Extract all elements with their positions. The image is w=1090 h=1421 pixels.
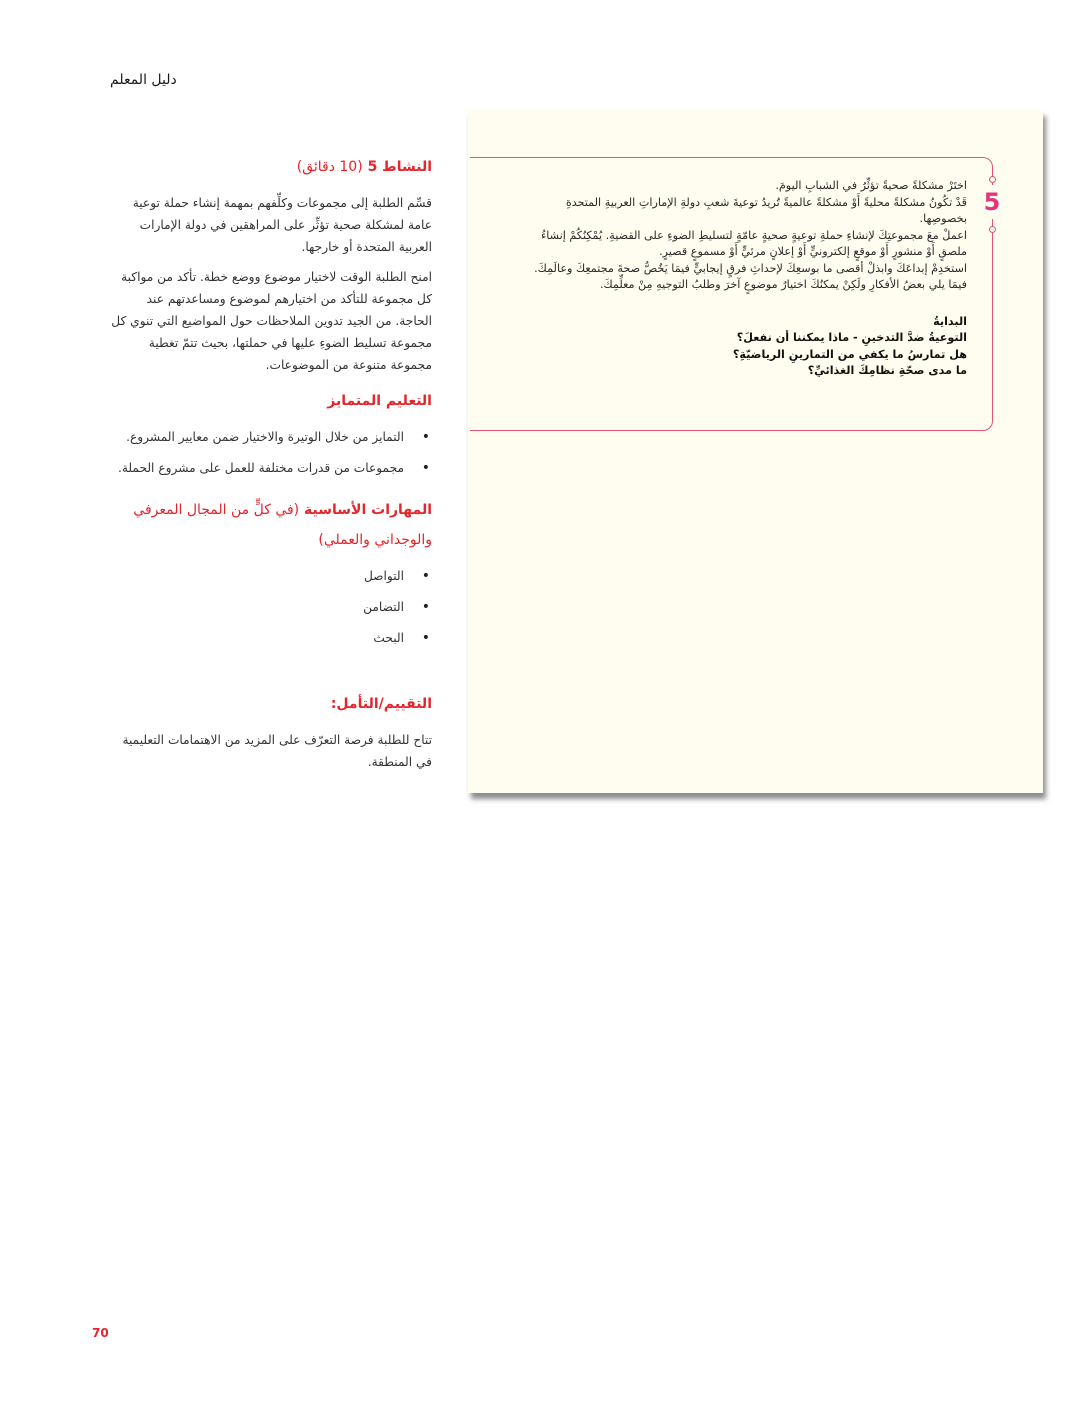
skills-list bbox=[108, 565, 432, 649]
box-line: اعملْ معَ مجموعتِكَ لإنشاءِ حملةِ توعيةٍ صحيةٍ عامّةٍ لتسليطِ الضوءِ على القضيةِ. يُمْكِنُكُمْ إنشاءُ ملصقٍ أَوْ منشورٍ أَوْ موقعٍ إلكترونيٍّ أَوْ إعلانٍ مرئيٍّ أَوْ مسموعٍ قصيرٍ. bbox=[540, 228, 967, 258]
evaluation-heading: التقييم/التأمل: bbox=[330, 696, 432, 712]
differentiation-heading: التعليم المتمايز bbox=[327, 393, 432, 409]
activity-number-badge: 5 bbox=[978, 185, 1006, 219]
evaluation-text: تتاح للطلبة فرصة التعرّف على المزيد من الاهتمامات التعليمية في المنطقة. bbox=[122, 733, 432, 769]
box-line: استخدِمْ إبداعَكَ وابذلْ أقصى ما بوسعِكَ لإحداثِ فرقٍ إيجابيٍّ فيمَا يَخُصُّ صحةَ مجتمعِكَ وعالَمِكَ. bbox=[534, 261, 967, 275]
activity-duration: (10 دقائق) bbox=[296, 159, 363, 175]
box-line: قَدْ تكُونُ مشكلةً محليةً أَوْ مشكلةً عالميةً تُريدُ توعيةَ شعبِ دولةِ الإماراتِ العربيةِ المتحدةِ بخصوصِها. bbox=[565, 195, 967, 225]
teacher-notes-column bbox=[108, 152, 432, 781]
skills-heading bbox=[108, 495, 432, 555]
page-number: 70 bbox=[92, 1326, 109, 1340]
list-item: • مجموعات من قدرات مختلفة للعمل على مشروع الحملة. bbox=[108, 457, 432, 479]
list-item: • التواصل bbox=[108, 565, 432, 587]
page-header: دليل المعلم bbox=[110, 72, 177, 88]
idea-item: التوعيةُ ضدَّ التدخينِ - ماذا يمكننا أن نفعلَ؟ bbox=[736, 331, 967, 344]
list-item: • التضامن bbox=[108, 596, 432, 618]
skills-title: المهارات الأساسية bbox=[304, 502, 432, 518]
box-line: اختَرْ مشكلةً صحيةً تؤثِّرُ في الشبابِ اليومَ. bbox=[775, 179, 967, 192]
activity-box-text bbox=[520, 178, 967, 380]
activity-heading bbox=[108, 152, 432, 182]
connector-dot-bottom bbox=[989, 226, 996, 233]
activity-title: النشاط 5 bbox=[367, 159, 432, 175]
ideas-title: البدايةُ bbox=[933, 314, 967, 328]
box-line: فيمَا يلي بعضُ الأفكارِ ولَكِنْ يمكنُكَ اختيارُ موضوعٍ آخرَ وطلبُ التوجيهِ مِنْ معلِّمِكَ. bbox=[599, 278, 967, 291]
skills-subtitle: (في كلٍّ من المجال المعرفي والوجداني والعملي) bbox=[133, 502, 432, 548]
list-item: • التمايز من خلال الوتيرة والاختيار ضمن معايير المشروع. bbox=[108, 426, 432, 448]
list-item: • البحث bbox=[108, 627, 432, 649]
instruction-paragraph-2: امنح الطلبة الوقت لاختيار موضوع ووضع خطة. تأكد من مواكبة كل مجموعة للتأكد من اختيارهم لموضوع ومساعدتهم عند الحاجة. من الجيد تدوين الملاحظات حول المواضيع التي تنوي كل مجموعة تسليط الضوءِ عليها في حملتها، بحيث تتمّ تغطية مجموعة متنوعة من الموضوعات. bbox=[111, 270, 432, 372]
idea-item: ما مدى صحّةِ نظامِكَ الغذائيِّ؟ bbox=[807, 364, 967, 377]
connector-dot-top bbox=[989, 176, 996, 183]
instruction-paragraph-1: قسِّم الطلبة إلى مجموعات وكلِّفهم بمهمة إنشاء حملة توعية عامة لمشكلة صحية تؤثِّر على المراهقين في دولة الإمارات العربية المتحدة أو خارجها. bbox=[132, 196, 432, 254]
idea-item: هل تمارسُ ما يكفي من التمارينِ الرياضيّةِ؟ bbox=[732, 347, 967, 361]
differentiation-list bbox=[108, 426, 432, 479]
